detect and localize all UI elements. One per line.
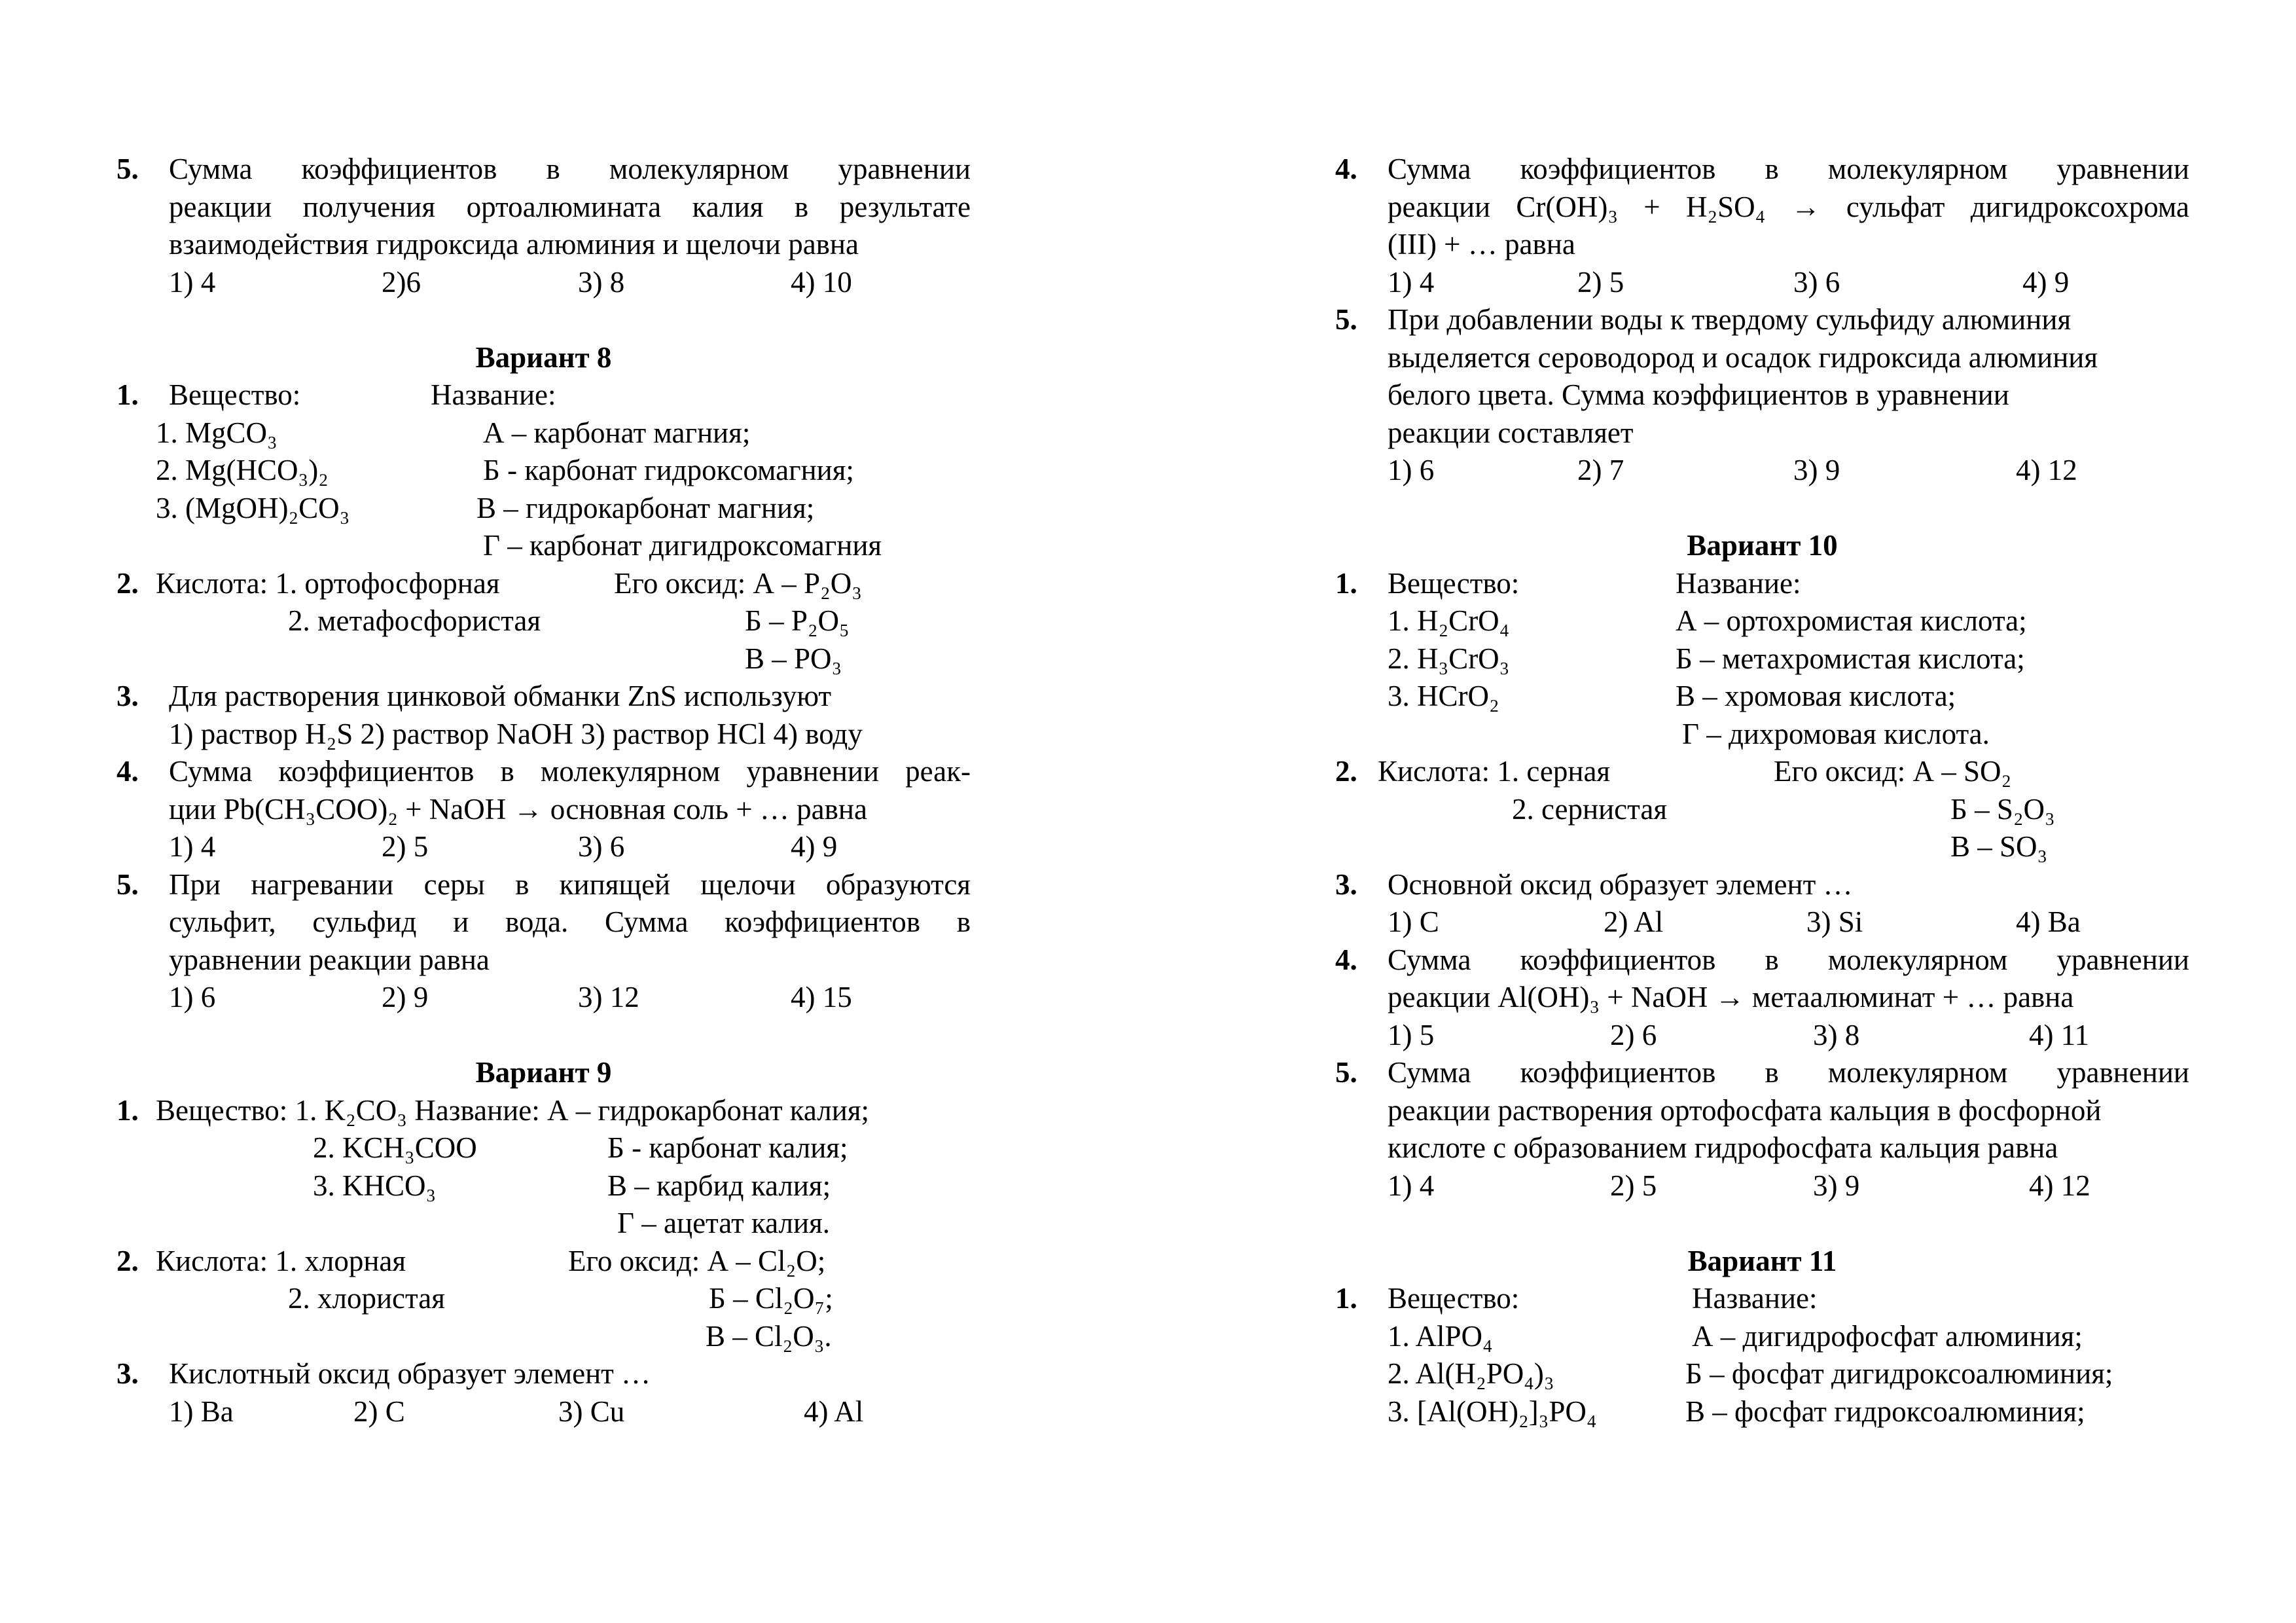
text-line (117, 1092, 971, 1130)
spacer (1335, 490, 2189, 528)
answer-option: 1) 6 (1388, 454, 1435, 486)
answer-options (1335, 452, 2189, 490)
name-cell: Название: (431, 378, 556, 411)
answer-options (117, 828, 971, 866)
substance-cell: Вещество: 1. K₂CO₃ Название: А – гидрокарбонат калия; (156, 1093, 870, 1127)
line-text: сульфит, сульфид и вода. Сумма коэффициентов в (169, 905, 971, 938)
text-line (117, 903, 971, 941)
name-cell: Б - карбонат гидроксомагния; (483, 454, 854, 486)
answer-option: 2)6 (382, 265, 421, 299)
text-line (117, 866, 971, 904)
answer-option: 1) Ba (169, 1395, 234, 1428)
text-line (1335, 189, 2189, 227)
substance-cell: 2. хлористая (288, 1282, 445, 1315)
answer-option: 1) 4 (1388, 1169, 1435, 1202)
answer-option: 4) Al (804, 1395, 864, 1428)
line-text: Сумма коэффициентов в молекулярном уравнении (1388, 1056, 2189, 1089)
line-text: уравнении реакции равна (169, 943, 490, 976)
answer-option: 1) C (1388, 905, 1439, 938)
name-cell: В – гидрокарбонат магния; (476, 491, 815, 524)
answer-option: 2) 9 (382, 981, 429, 1013)
name-cell: В – PO₃ (745, 642, 842, 675)
question-number: 3. (117, 680, 139, 712)
name-cell: Его оксид: А – Cl₂O; (568, 1244, 826, 1277)
left-column (117, 151, 971, 1431)
text-line (117, 189, 971, 227)
name-cell: В – хромовая кислота; (1676, 680, 1956, 712)
text-line (117, 151, 971, 189)
answer-option: 2) 5 (382, 830, 429, 863)
answer-option: 2) 5 (1610, 1169, 1657, 1202)
answer-option: 4) 10 (791, 265, 852, 299)
substance-cell: Кислота: 1. ортофосфорная (156, 566, 500, 600)
line-text: Сумма коэффициентов в молекулярном уравнении (1388, 943, 2189, 976)
line-text: При добавлении воды к твердому сульфиду алюминия (1388, 303, 2072, 336)
question-number: 3. (1335, 867, 1357, 901)
name-cell: В – Cl₂O₃. (706, 1319, 832, 1353)
substance-cell: 1. AlPO₄ (1388, 1319, 1493, 1353)
text-line (1335, 791, 2189, 829)
line-text: (III) + … равна (1388, 228, 1575, 261)
answer-option: 2) Al (1604, 905, 1664, 938)
question-number: 2. (117, 1244, 139, 1277)
answer-option: 3) 8 (578, 265, 625, 299)
text-line (117, 716, 971, 754)
substance-cell: 3. HCrO₂ (1388, 680, 1499, 712)
text-line (1335, 1280, 2189, 1318)
name-cell: А – ортохромистая кислота; (1676, 604, 2027, 637)
answer-option: 3) Cu (558, 1395, 625, 1428)
answer-option: 3) 12 (578, 981, 639, 1013)
question-number: 1. (1335, 1282, 1357, 1315)
line-text: При нагревании серы в кипящей щелочи образуются (169, 867, 971, 901)
line-text: выделяется сероводород и осадок гидроксида алюминия (1388, 340, 2098, 374)
substance-cell: 2. H₃CrO₃ (1388, 642, 1510, 675)
name-cell: Б – Cl₂O₇; (709, 1282, 833, 1315)
substance-cell: 3. [Al(OH)₂]₃PO₄ (1388, 1395, 1597, 1428)
text-line (117, 753, 971, 791)
text-line (117, 376, 971, 414)
line-text: Основной оксид образует элемент … (1388, 867, 1853, 901)
substance-cell: Кислота: 1. хлорная (156, 1244, 406, 1277)
text-line (117, 527, 971, 565)
line-text: Для растворения цинковой обманки ZnS используют (169, 680, 832, 712)
question-number: 4. (117, 755, 139, 788)
line-text: кислоте с образованием гидрофосфата кальция равна (1388, 1131, 2058, 1164)
answer-option: 4) 9 (791, 830, 838, 863)
text-line (1335, 1129, 2189, 1167)
line-text: Кислотный оксид образует элемент … (169, 1357, 651, 1390)
name-cell: В – карбид калия; (607, 1169, 831, 1202)
text-line (1335, 151, 2189, 189)
substance-cell: 2. метафосфористая (288, 604, 541, 637)
text-line (1335, 602, 2189, 640)
variant-heading: Вариант 8 (475, 340, 612, 374)
text-line (1335, 640, 2189, 678)
text-line (1335, 678, 2189, 716)
variant-heading: Вариант 10 (1687, 529, 1838, 562)
text-line (117, 452, 971, 490)
spacer (117, 1017, 971, 1055)
name-cell: Его оксид: А – P₂O₃ (614, 566, 862, 600)
name-cell: Его оксид: А – SO₂ (1774, 755, 2012, 788)
line-text: реакции получения ортоалюмината калия в результате (169, 190, 971, 223)
question-number: 1. (117, 378, 139, 411)
name-cell: Б – S₂O₃ (1950, 792, 2055, 826)
text-line (117, 791, 971, 829)
name-cell: Название: (1692, 1282, 1818, 1315)
answer-option: 4) 12 (2029, 1169, 2090, 1202)
answer-option: 1) 5 (1388, 1018, 1435, 1051)
text-line (1335, 1092, 2189, 1130)
answer-options (117, 1393, 971, 1431)
text-line (1335, 1393, 2189, 1431)
question-number: 5. (117, 867, 139, 901)
answer-option: 4) 11 (2029, 1018, 2090, 1051)
text-line (117, 640, 971, 678)
answer-options (1335, 1167, 2189, 1205)
name-cell: Г – карбонат дигидроксомагния (483, 529, 882, 562)
name-cell: А – дигидрофосфат алюминия; (1692, 1319, 2083, 1353)
line-text: 1) раствор H₂S 2) раствор NaOH 3) раствор HCl 4) воду (169, 717, 863, 750)
text-line (117, 678, 971, 716)
text-line (117, 1355, 971, 1393)
line-text: Сумма коэффициентов в молекулярном уравнении (1388, 153, 2189, 185)
text-line (1335, 226, 2189, 264)
text-line (117, 565, 971, 603)
substance-cell: Вещество: (1388, 566, 1520, 600)
answer-option: 3) 6 (1793, 265, 1840, 299)
substance-cell: 2. Mg(HCO₃)₂ (156, 454, 329, 486)
answer-option: 3) 9 (1813, 1169, 1860, 1202)
question-number: 5. (1335, 1056, 1357, 1089)
answer-option: 2) C (353, 1395, 405, 1428)
answer-option: 3) 8 (1813, 1018, 1860, 1051)
line-text: белого цвета. Сумма коэффициентов в уравнении (1388, 378, 2009, 411)
question-number: 1. (117, 1093, 139, 1127)
text-line (117, 1280, 971, 1318)
substance-cell: 1. H₂CrO₄ (1388, 604, 1510, 637)
answer-option: 4) 12 (2016, 454, 2077, 486)
name-cell: Б – P₂O₅ (745, 604, 850, 637)
spacer (117, 301, 971, 339)
text-line (1335, 339, 2189, 377)
variant-heading: Вариант 9 (475, 1056, 612, 1089)
text-line (1335, 1318, 2189, 1356)
text-line (1335, 301, 2189, 339)
text-line (1335, 414, 2189, 452)
line-text: реакции Al(OH)₃ + NaOH → метаалюминат + … равна (1388, 981, 2074, 1013)
question-number: 4. (1335, 153, 1357, 185)
right-column (1335, 151, 2189, 1431)
line-text: реакции составляет (1388, 416, 1634, 449)
text-line (1335, 753, 2189, 791)
name-cell: Б – метахромистая кислота; (1676, 642, 2025, 675)
answer-option: 3) 9 (1793, 454, 1840, 486)
text-line (117, 941, 971, 979)
line-text: взаимодействия гидроксида алюминия и щелочи равна (169, 228, 859, 261)
text-line (1335, 979, 2189, 1017)
text-line (1335, 716, 2189, 754)
name-cell: Б – фосфат дигидроксоалюминия; (1685, 1357, 2113, 1390)
text-line (117, 1167, 971, 1205)
text-line (1335, 376, 2189, 414)
text-line (117, 1205, 971, 1243)
substance-cell: Вещество: (1388, 1282, 1520, 1315)
line-text: реакции Cr(OH)₃ + H₂SO₄ → сульфат дигидроксохрома (1388, 190, 2189, 223)
text-line (117, 1318, 971, 1356)
answer-option: 3) 6 (578, 830, 625, 863)
answer-option: 2) 6 (1610, 1018, 1657, 1051)
answer-options (1335, 264, 2189, 302)
text-line (1335, 1355, 2189, 1393)
name-cell: В – SO₃ (1950, 830, 2048, 863)
substance-cell: 3. (MgOH)₂CO₃ (156, 491, 350, 524)
text-line (117, 226, 971, 264)
substance-cell: 2. сернистая (1512, 792, 1668, 826)
text-line (1335, 828, 2189, 866)
variant-heading: Вариант 11 (1687, 1244, 1837, 1277)
text-line (117, 1129, 971, 1167)
answer-option: 1) 6 (169, 981, 216, 1013)
line-text: Сумма коэффициентов в молекулярном уравнении реак- (169, 755, 971, 788)
answer-options (117, 264, 971, 302)
question-number: 4. (1335, 943, 1357, 976)
answer-option: 4) 9 (2022, 265, 2070, 299)
substance-cell: 1. MgCO₃ (156, 416, 278, 449)
line-text: Сумма коэффициентов в молекулярном уравнении (169, 153, 971, 185)
question-number: 1. (1335, 566, 1357, 600)
name-cell: А – карбонат магния; (483, 416, 751, 449)
question-number: 3. (117, 1357, 139, 1390)
text-line (117, 602, 971, 640)
name-cell: Г – ацетат калия. (617, 1207, 831, 1239)
answer-option: 2) 5 (1577, 265, 1624, 299)
substance-cell: 2. Al(H₂PO₄)₃ (1388, 1357, 1554, 1390)
question-number: 2. (1335, 755, 1357, 788)
answer-options (1335, 1017, 2189, 1055)
name-cell: Б - карбонат калия; (607, 1131, 848, 1164)
answer-option: 1) 4 (169, 830, 216, 863)
name-cell: Г – дихромовая кислота. (1682, 717, 1990, 750)
answer-options (1335, 903, 2189, 941)
text-line (117, 414, 971, 452)
substance-cell: Кислота: 1. серная (1378, 755, 1611, 788)
line-text: ции Pb(CH₃COO)₂ + NaOH → основная соль + … равна (169, 792, 867, 826)
spacer (1335, 1205, 2189, 1243)
answer-option: 1) 4 (169, 265, 216, 299)
text-line (1335, 941, 2189, 979)
text-line (117, 490, 971, 528)
question-number: 5. (117, 153, 139, 185)
answer-option: 4) Ba (2016, 905, 2081, 938)
answer-option: 3) Si (1806, 905, 1863, 938)
answer-options (117, 979, 971, 1017)
line-text: реакции растворения ортофосфата кальция в фосфорной (1388, 1093, 2102, 1127)
name-cell: В – фосфат гидроксоалюминия; (1685, 1395, 2085, 1428)
answer-option: 1) 4 (1388, 265, 1435, 299)
substance-cell: Вещество: (169, 378, 301, 411)
question-number: 5. (1335, 303, 1357, 336)
text-line (1335, 565, 2189, 603)
text-line (1335, 1054, 2189, 1092)
text-line (1335, 866, 2189, 904)
substance-cell: 2. KCH₃COO (313, 1131, 477, 1164)
name-cell: Название: (1676, 566, 1801, 600)
answer-option: 4) 15 (791, 981, 852, 1013)
answer-option: 2) 7 (1577, 454, 1624, 486)
substance-cell: 3. KHCO₃ (313, 1169, 437, 1202)
question-number: 2. (117, 566, 139, 600)
text-line (117, 1243, 971, 1281)
